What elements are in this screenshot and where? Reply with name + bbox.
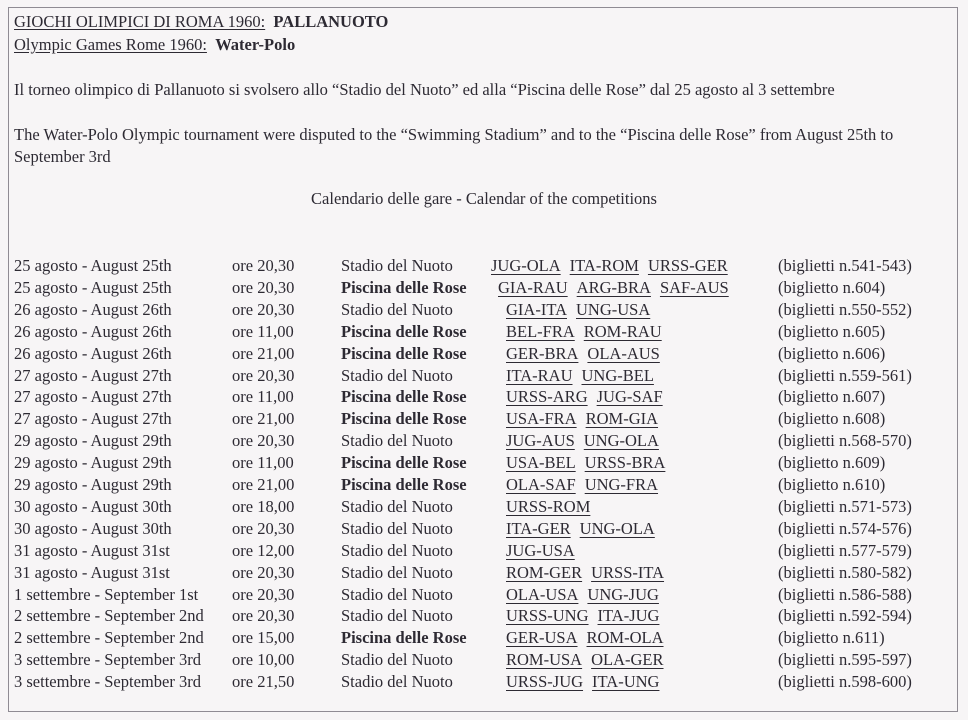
table-row: [0, 628, 968, 650]
row-date: 25 agosto - August 25th: [14, 277, 172, 297]
row-time: ore 20,30: [232, 584, 295, 604]
table-row: [0, 475, 968, 497]
match-link[interactable]: ITA-JUG: [597, 606, 660, 626]
match-link[interactable]: URSS-ROM: [506, 496, 591, 516]
row-tickets: (biglietto n.609): [778, 453, 886, 473]
row-time: ore 20,30: [232, 256, 295, 275]
table-row: [0, 563, 968, 585]
row-matches: [506, 585, 668, 605]
row-time: ore 20,30: [232, 277, 295, 297]
row-venue: Piscina delle Rose: [341, 453, 467, 473]
row-time: ore 20,30: [232, 562, 295, 582]
row-time: ore 20,30: [232, 431, 295, 451]
match-link[interactable]: UNG-USA: [576, 299, 651, 319]
row-venue: Stadio del Nuoto: [341, 365, 453, 385]
table-row: [0, 519, 968, 541]
row-tickets: (biglietti n.586-588): [778, 584, 912, 604]
table-row: [0, 453, 968, 475]
row-time: ore 20,30: [232, 299, 295, 319]
match-link[interactable]: UNG-BEL: [581, 365, 654, 385]
row-date: 1 settembre - September 1st: [14, 584, 199, 604]
row-matches: [506, 431, 668, 451]
table-row: [0, 606, 968, 628]
table-row: [0, 672, 968, 694]
row-time: ore 11,00: [232, 321, 294, 341]
row-venue: Stadio del Nuoto: [341, 496, 453, 516]
match-link[interactable]: ITA-UNG: [592, 672, 660, 692]
match-link[interactable]: GER-BRA: [506, 343, 579, 363]
row-date: 26 agosto - August 26th: [14, 299, 172, 319]
intro-italian: Il torneo olimpico di Pallanuoto si svolsero allo “Stadio del Nuoto” ed alla “Piscina delle Rose” dal 25 agosto al 3 settembre: [14, 80, 835, 99]
match-link[interactable]: ARG-BRA: [576, 277, 651, 297]
row-date: 29 agosto - August 29th: [14, 453, 172, 473]
row-matches: [506, 606, 668, 626]
match-link[interactable]: OLA-SAF: [506, 475, 576, 494]
match-link[interactable]: UNG-FRA: [584, 475, 659, 494]
title-english-sport: Water-Polo: [215, 35, 296, 54]
match-link[interactable]: GIA-ITA: [506, 299, 567, 319]
row-date: 3 settembre - September 3rd: [14, 650, 201, 670]
match-link[interactable]: URSS-UNG: [506, 606, 589, 626]
match-link[interactable]: OLA-USA: [506, 584, 579, 604]
row-venue: Stadio del Nuoto: [341, 256, 453, 275]
match-link[interactable]: ROM-GER: [506, 562, 583, 582]
match-link[interactable]: ITA-GER: [506, 518, 571, 538]
row-tickets: (biglietti n.580-582): [778, 562, 912, 582]
row-matches: [506, 366, 663, 386]
row-matches: [506, 541, 584, 561]
row-time: ore 18,00: [232, 496, 295, 516]
row-matches: [506, 672, 668, 692]
row-time: ore 11,00: [232, 453, 294, 473]
row-date: 2 settembre - September 2nd: [14, 628, 204, 648]
table-row: [0, 387, 968, 409]
table-row: [0, 650, 968, 672]
row-tickets: (biglietti n.568-570): [778, 431, 912, 451]
table-row: [0, 344, 968, 366]
match-link[interactable]: ROM-RAU: [583, 321, 662, 341]
row-time: ore 11,00: [232, 387, 294, 407]
row-matches: [506, 344, 669, 364]
row-venue: Stadio del Nuoto: [341, 299, 453, 319]
row-date: 30 agosto - August 30th: [14, 518, 172, 538]
row-matches: [506, 300, 659, 320]
match-link[interactable]: ROM-OLA: [586, 628, 664, 648]
row-date: 31 agosto - August 31st: [14, 562, 170, 582]
table-row: [0, 322, 968, 344]
match-link[interactable]: OLA-GER: [591, 650, 664, 670]
row-venue: Piscina delle Rose: [341, 387, 467, 407]
row-venue: Stadio del Nuoto: [341, 431, 453, 451]
row-time: ore 10,00: [232, 650, 295, 670]
match-link[interactable]: UNG-JUG: [587, 584, 659, 604]
row-venue: Piscina delle Rose: [341, 343, 467, 363]
row-tickets: (biglietti n.592-594): [778, 606, 912, 626]
row-matches: [506, 628, 673, 648]
table-row: [0, 431, 968, 453]
row-date: 26 agosto - August 26th: [14, 343, 172, 363]
match-link[interactable]: URSS-ARG: [506, 387, 588, 407]
row-matches: [506, 475, 667, 495]
match-link[interactable]: URSS-GER: [647, 256, 728, 275]
row-date: 27 agosto - August 27th: [14, 387, 172, 407]
row-matches: [506, 453, 674, 473]
row-venue: Stadio del Nuoto: [341, 540, 453, 560]
match-link[interactable]: JUG-USA: [506, 540, 575, 560]
match-link[interactable]: GER-USA: [506, 628, 578, 648]
match-link[interactable]: OLA-AUS: [587, 343, 660, 363]
row-time: ore 20,30: [232, 606, 295, 626]
row-matches: [506, 650, 673, 670]
row-tickets: (biglietti n.541-543): [778, 256, 912, 275]
row-tickets: (biglietto n.610): [778, 475, 886, 494]
row-venue: Stadio del Nuoto: [341, 584, 453, 604]
row-tickets: (biglietti n.598-600): [778, 672, 912, 692]
row-matches: [498, 278, 738, 298]
row-venue: Piscina delle Rose: [341, 277, 467, 297]
row-date: 31 agosto - August 31st: [14, 540, 170, 560]
row-tickets: (biglietti n.577-579): [778, 540, 912, 560]
row-time: ore 21,00: [232, 409, 295, 429]
row-venue: Stadio del Nuoto: [341, 650, 453, 670]
title-english: [14, 35, 295, 55]
row-time: ore 15,00: [232, 628, 295, 648]
match-link[interactable]: ITA-ROM: [569, 256, 639, 275]
row-tickets: (biglietto n.604): [778, 277, 886, 297]
row-tickets: (biglietti n.571-573): [778, 496, 912, 516]
row-venue: Stadio del Nuoto: [341, 606, 453, 626]
row-tickets: (biglietti n.559-561): [778, 365, 912, 385]
match-link[interactable]: JUG-AUS: [506, 431, 575, 451]
table-row: [0, 366, 968, 388]
match-link[interactable]: UNG-OLA: [583, 431, 659, 451]
row-tickets: (biglietto n.608): [778, 409, 886, 429]
row-venue: Stadio del Nuoto: [341, 562, 453, 582]
row-venue: Piscina delle Rose: [341, 409, 467, 429]
title-italian: [14, 12, 388, 32]
row-time: ore 21,00: [232, 343, 295, 363]
row-time: ore 12,00: [232, 540, 295, 560]
row-matches: [506, 563, 673, 583]
row-time: ore 21,50: [232, 672, 295, 692]
match-link[interactable]: ROM-GIA: [585, 409, 659, 429]
match-link[interactable]: URSS-BRA: [584, 453, 666, 473]
title-english-prefix: Olympic Games Rome 1960:: [14, 35, 207, 54]
row-tickets: (biglietto n.611): [778, 628, 885, 648]
table-row: [0, 497, 968, 519]
row-matches: [506, 322, 671, 342]
calendar-title: Calendario delle gare - Calendar of the competitions: [311, 189, 657, 208]
row-tickets: (biglietto n.605): [778, 321, 886, 341]
table-row: [0, 585, 968, 607]
row-time: ore 20,30: [232, 518, 295, 538]
match-link[interactable]: URSS-ITA: [591, 562, 665, 582]
row-venue: Piscina delle Rose: [341, 475, 467, 494]
match-link[interactable]: URSS-JUG: [506, 672, 584, 692]
row-matches: [506, 387, 672, 407]
match-link[interactable]: UNG-OLA: [579, 518, 655, 538]
row-date: 3 settembre - September 3rd: [14, 672, 201, 692]
table-row: [0, 541, 968, 563]
match-link[interactable]: USA-BEL: [506, 453, 576, 473]
row-matches: [506, 519, 664, 539]
match-link[interactable]: SAF-AUS: [659, 277, 729, 297]
row-date: 25 agosto - August 25th: [14, 256, 172, 275]
row-tickets: (biglietto n.607): [778, 387, 886, 407]
title-italian-prefix: GIOCHI OLIMPICI DI ROMA 1960:: [14, 12, 266, 31]
row-venue: Stadio del Nuoto: [341, 672, 453, 692]
row-date: 26 agosto - August 26th: [14, 321, 172, 341]
row-date: 27 agosto - August 27th: [14, 365, 172, 385]
row-matches: [491, 256, 737, 276]
title-italian-sport: PALLANUOTO: [273, 12, 389, 31]
intro-english: The Water-Polo Olympic tournament were disputed to the “Swimming Stadium” and to the “Piscina delle Rose” from August 25th to September 3rd: [14, 125, 894, 166]
row-tickets: (biglietto n.606): [778, 343, 886, 363]
row-date: 30 agosto - August 30th: [14, 496, 172, 516]
match-link[interactable]: ITA-RAU: [506, 365, 573, 385]
table-row: [0, 256, 968, 278]
row-matches: [506, 409, 667, 429]
match-link[interactable]: ROM-USA: [506, 650, 583, 670]
table-row: [0, 278, 968, 300]
table-row: [0, 300, 968, 322]
row-date: 2 settembre - September 2nd: [14, 606, 204, 626]
row-tickets: (biglietti n.595-597): [778, 650, 912, 670]
row-date: 29 agosto - August 29th: [14, 475, 172, 494]
row-time: ore 21,00: [232, 475, 295, 494]
row-matches: [506, 497, 599, 517]
match-link[interactable]: GIA-RAU: [498, 277, 568, 297]
row-time: ore 20,30: [232, 365, 295, 385]
row-date: 29 agosto - August 29th: [14, 431, 172, 451]
row-venue: Piscina delle Rose: [341, 321, 467, 341]
table-row: [0, 409, 968, 431]
match-link[interactable]: BEL-FRA: [506, 321, 575, 341]
match-link[interactable]: USA-FRA: [506, 409, 577, 429]
match-link[interactable]: JUG-OLA: [491, 256, 561, 275]
match-link[interactable]: JUG-SAF: [596, 387, 663, 407]
row-venue: Stadio del Nuoto: [341, 518, 453, 538]
row-tickets: (biglietti n.550-552): [778, 299, 912, 319]
row-venue: Piscina delle Rose: [341, 628, 467, 648]
row-date: 27 agosto - August 27th: [14, 409, 172, 429]
row-tickets: (biglietti n.574-576): [778, 518, 912, 538]
